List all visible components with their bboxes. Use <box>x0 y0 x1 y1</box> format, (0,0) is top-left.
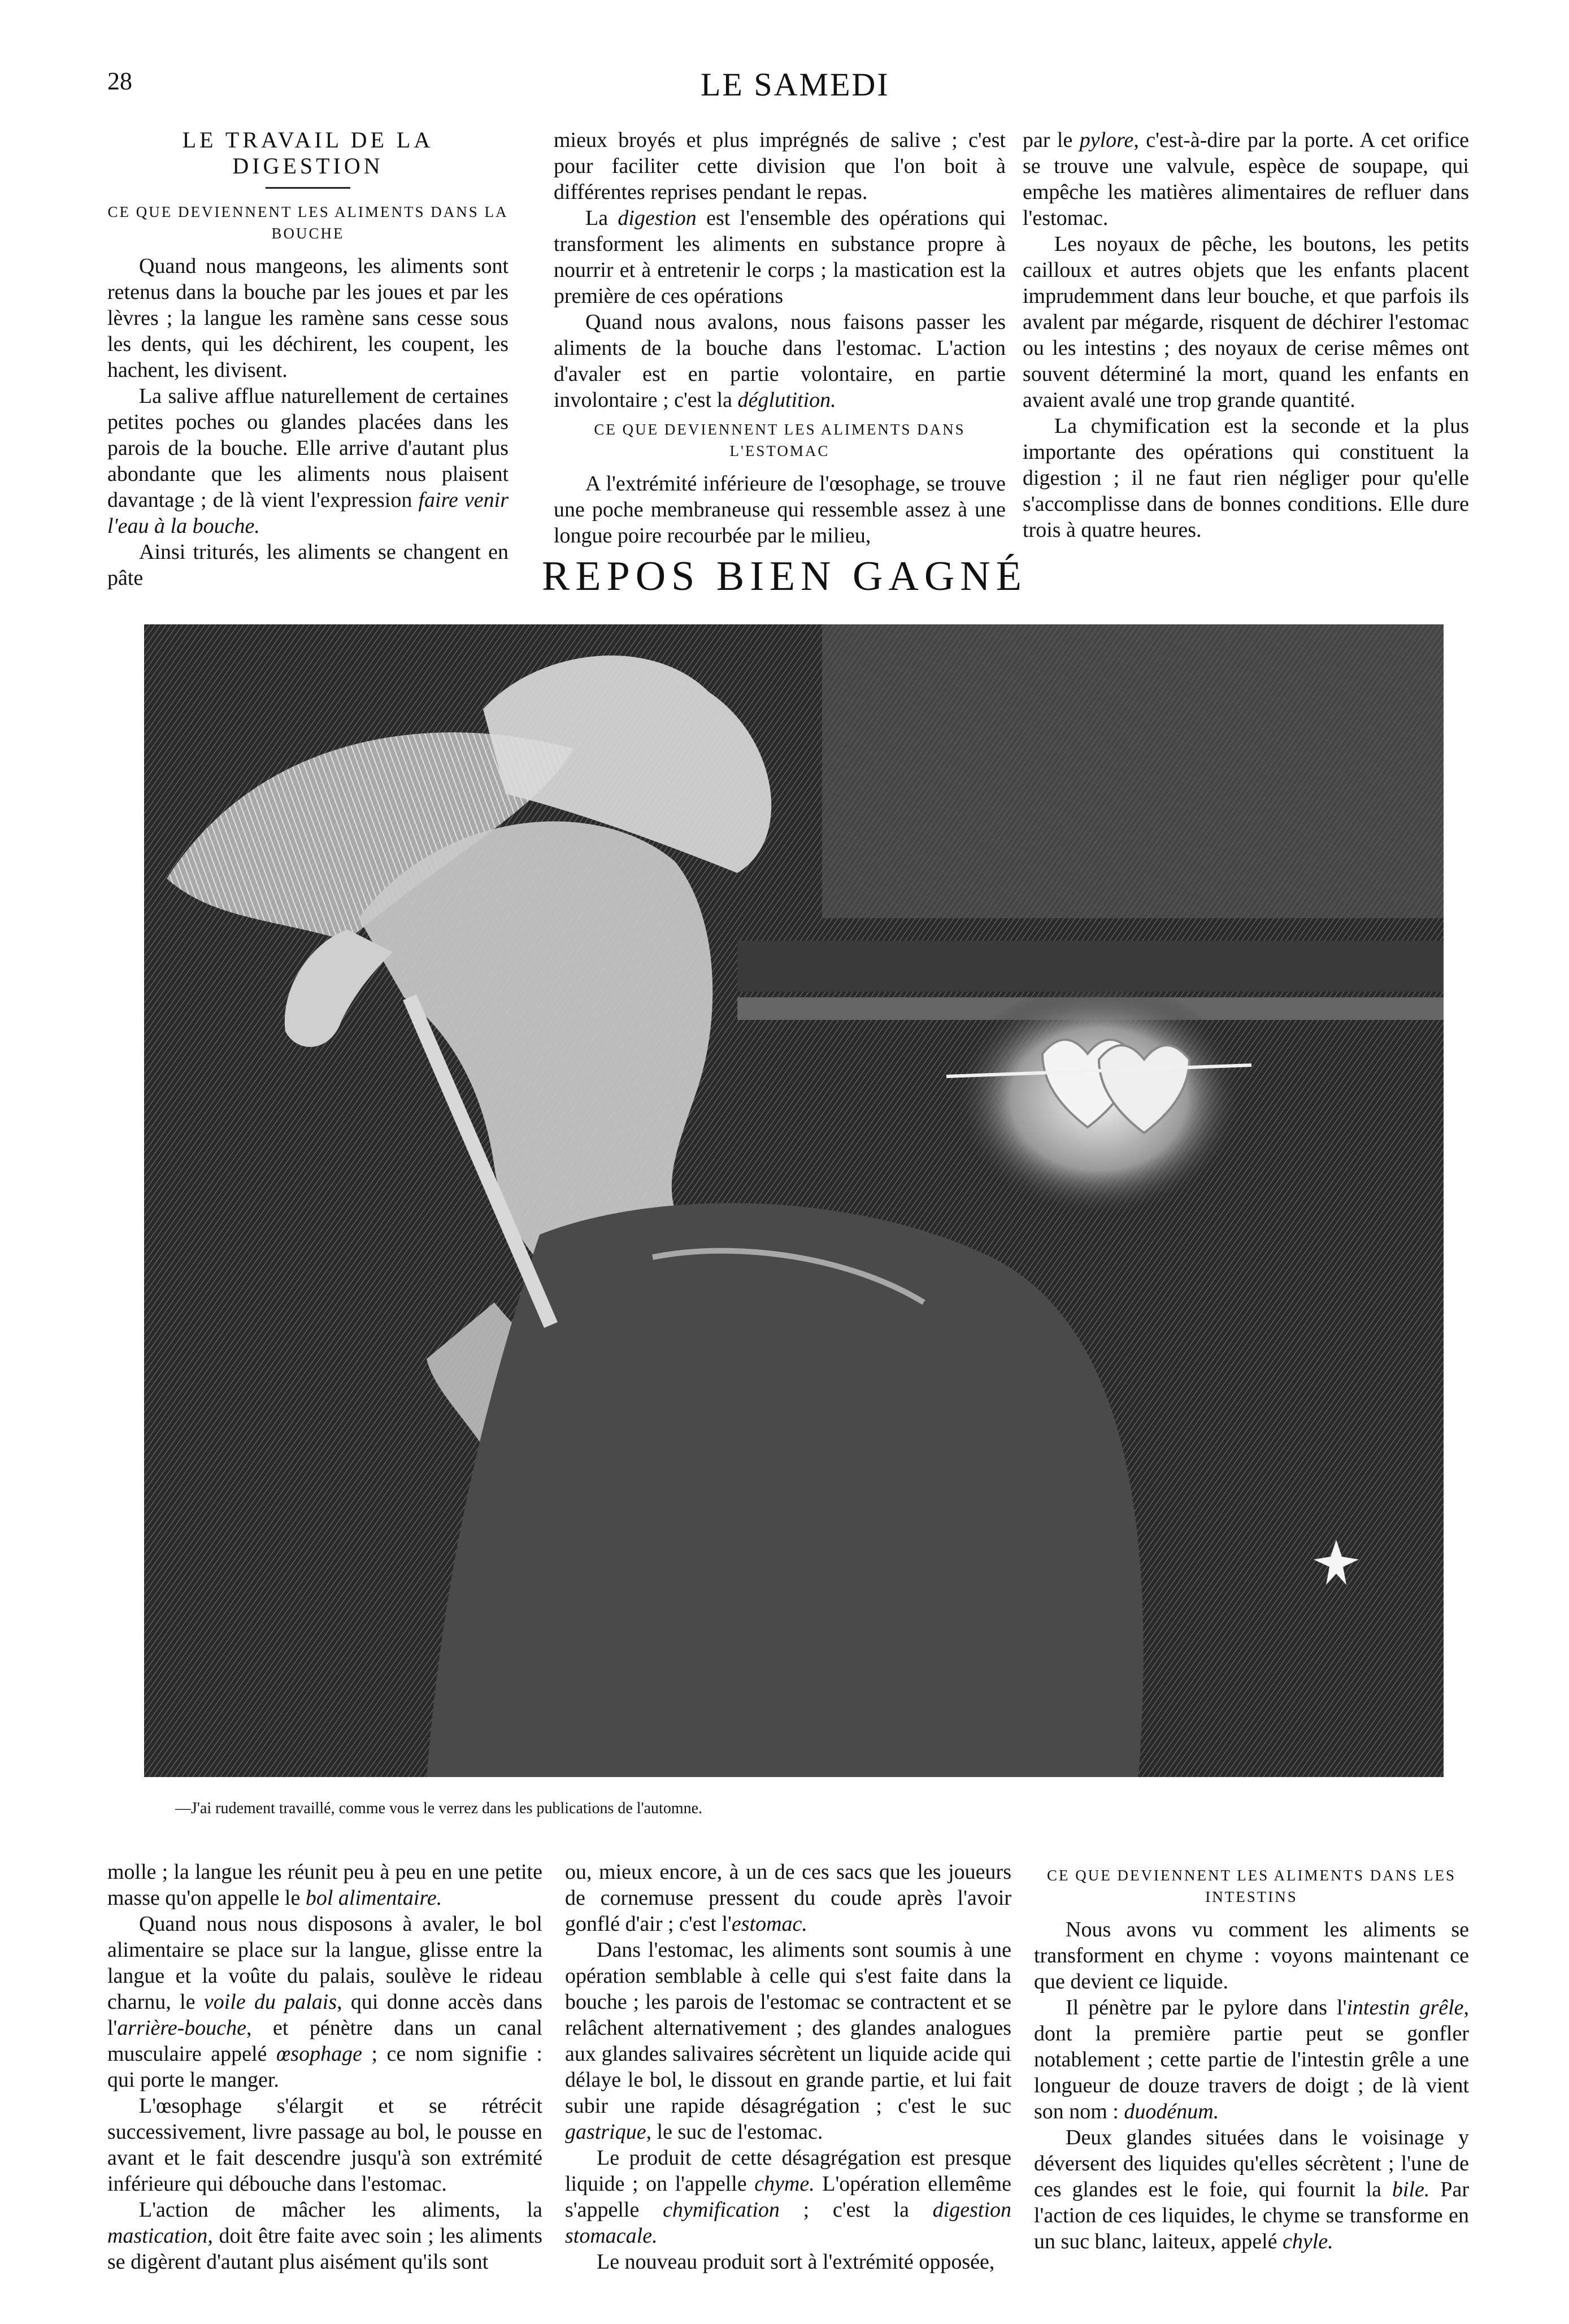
title-rule <box>266 187 350 189</box>
page-number: 28 <box>107 67 132 95</box>
illustration-title: REPOS BIEN GAGNÉ <box>542 553 1027 600</box>
paragraph: Les noyaux de pêche, les boutons, les petits cailloux et autres objets que les enfants placent imprudemment dans leur bouche, et que parfois ils avalent par mégarde, risquent de déchirer l'estomac ou les intestins ; des noyaux de cerise mêmes ont souvent déterminé la mort, quand les enfants en avaient avalé une trop grande quantité. <box>1023 232 1469 412</box>
paragraph: Ainsi triturés, les aliments se changent en pâte <box>107 540 508 590</box>
paragraph: A l'extrémité inférieure de l'œsophage, se trouve une poche membraneuse qui ressemble assez à une longue poire recourbée par le milieu, <box>554 472 1006 548</box>
section-heading-stomach: CE QUE DEVIENNENT LES ALIMENTS DANS L'ESTOMAC <box>594 421 966 459</box>
paragraph: Dans l'estomac, les aliments sont soumis à une opération semblable à celle qui s'est faite dans la bouche ; les parois de l'estomac se contractent et se relâchent alternativement ; des glandes analogues aux glandes salivaires sécrètent un liquide acide qui délaye le bol, le dissout en grande partie, et lui fait subir une rapide désagrégation ; c'est le suc gastrique, le suc de l'estomac. <box>565 1938 1011 2144</box>
paragraph: Quand nous nous disposons à avaler, le bol alimentaire se place sur la langue, glisse entre la langue et la voûte du palais, soulève le rideau charnu, le voile du palais, qui donne accès dans l'arrière-bouche, et pénètre dans un canal musculaire appelé œsophage ; ce nom signifie : qui porte le manger. <box>107 1912 542 2092</box>
engraving-cupid-resting <box>144 624 1444 1777</box>
upper-column-1 <box>107 127 508 591</box>
lower-column-1 <box>107 1859 542 2275</box>
paragraph: La chymification est la seconde et la plus importante des opérations qui constituent la digestion ; il ne faut rien négliger pour qu'elle s'accomplisse dans de bonnes conditions. Elle dure trois à quatre heures. <box>1023 414 1469 542</box>
paragraph: Quand nous mangeons, les aliments sont retenus dans la bouche par les joues et par les lèvres ; la langue les ramène sans cesse sous les dents, qui les déchirent, les coupent, les hachent, les divisent. <box>107 254 508 382</box>
upper-column-2 <box>554 127 1006 549</box>
running-title: LE SAMEDI <box>701 66 890 103</box>
paragraph: ou, mieux encore, à un de ces sacs que les joueurs de cornemuse pressent du coude après l'avoir gonflé d'air ; c'est l'estomac. <box>565 1860 1011 1936</box>
paragraph: Le produit de cette désagrégation est presque liquide ; on l'appelle chyme. L'opération ellemême s'appelle chymification ; c'est la digestion stomacale. <box>565 2146 1011 2248</box>
paragraph: La salive afflue naturellement de certaines petites poches ou glandes placées dans les parois de la bouche. Elle arrive d'autant plus abondante que les aliments nous plaisent davantage ; de là vient l'expression faire venir l'eau à la bouche. <box>107 384 509 538</box>
paragraph: Quand nous avalons, nous faisons passer les aliments de la bouche dans l'estomac. L'action d'avaler est en partie volontaire, en partie involontaire ; c'est la déglutition. <box>554 310 1006 412</box>
paragraph: par le pylore, c'est-à-dire par la porte. A cet orifice se trouve une valvule, espèce de soupape, qui empêche les matières alimentaires de refluer dans l'estomac. <box>1023 128 1469 230</box>
section-heading-mouth: CE QUE DEVIENNENT LES ALIMENTS DANS LA BOUCHE <box>107 203 508 242</box>
paragraph: L'œsophage s'élargit et se rétrécit successivement, livre passage au bol, le pousse en avant et le fait descendre jusqu'à son extrémité inférieure qui débouche dans l'estomac. <box>107 2094 542 2196</box>
lower-column-3 <box>1034 1859 1469 2255</box>
paragraph: Le nouveau produit sort à l'extrémité opposée, <box>597 2250 995 2274</box>
section-heading-intestines: CE QUE DEVIENNENT LES ALIMENTS DANS LES INTESTINS <box>1047 1867 1456 1905</box>
paragraph: Nous avons vu comment les aliments se transforment en chyme : voyons maintenant ce que devient ce liquide. <box>1034 1918 1469 1993</box>
lower-column-2 <box>565 1859 1011 2275</box>
paragraph: L'action de mâcher les aliments, la mastication, doit être faite avec soin ; les aliments se digèrent d'autant plus aisément qu'ils sont <box>107 2198 542 2274</box>
illustration-caption: —J'ai rudement travaillé, comme vous le verrez dans les publications de l'automne. <box>175 1800 703 1817</box>
paragraph: mieux broyés et plus imprégnés de salive ; c'est pour faciliter cette division que l'on boit à différentes reprises pendant le repas. <box>554 128 1006 204</box>
paragraph: Il pénètre par le pylore dans l'intestin grêle, dont la première partie peut se gonfler notablement ; cette partie de l'intestin grêle a une longueur de douze travers de doigt ; de là vient son nom : duodénum. <box>1034 1996 1469 2123</box>
paragraph: La digestion est l'ensemble des opérations qui transforment les aliments en substance propre à nourrir et à entretenir le corps ; la mastication est la première de ces opérations <box>554 206 1006 308</box>
upper-column-3 <box>1023 127 1469 543</box>
paragraph: molle ; la langue les réunit peu à peu en une petite masse qu'on appelle le bol alimentaire. <box>107 1860 542 1910</box>
paragraph: Deux glandes situées dans le voisinage y déversent des liquides qu'elles sécrètent ; l'une de ces glandes est le foie, qui fournit la bile. Par l'action de ces liquides, le chyme se transforme en un suc blanc, laiteux, appelé chyle. <box>1034 2126 1470 2253</box>
article-title: LE TRAVAIL DE LA DIGESTION <box>182 127 434 179</box>
